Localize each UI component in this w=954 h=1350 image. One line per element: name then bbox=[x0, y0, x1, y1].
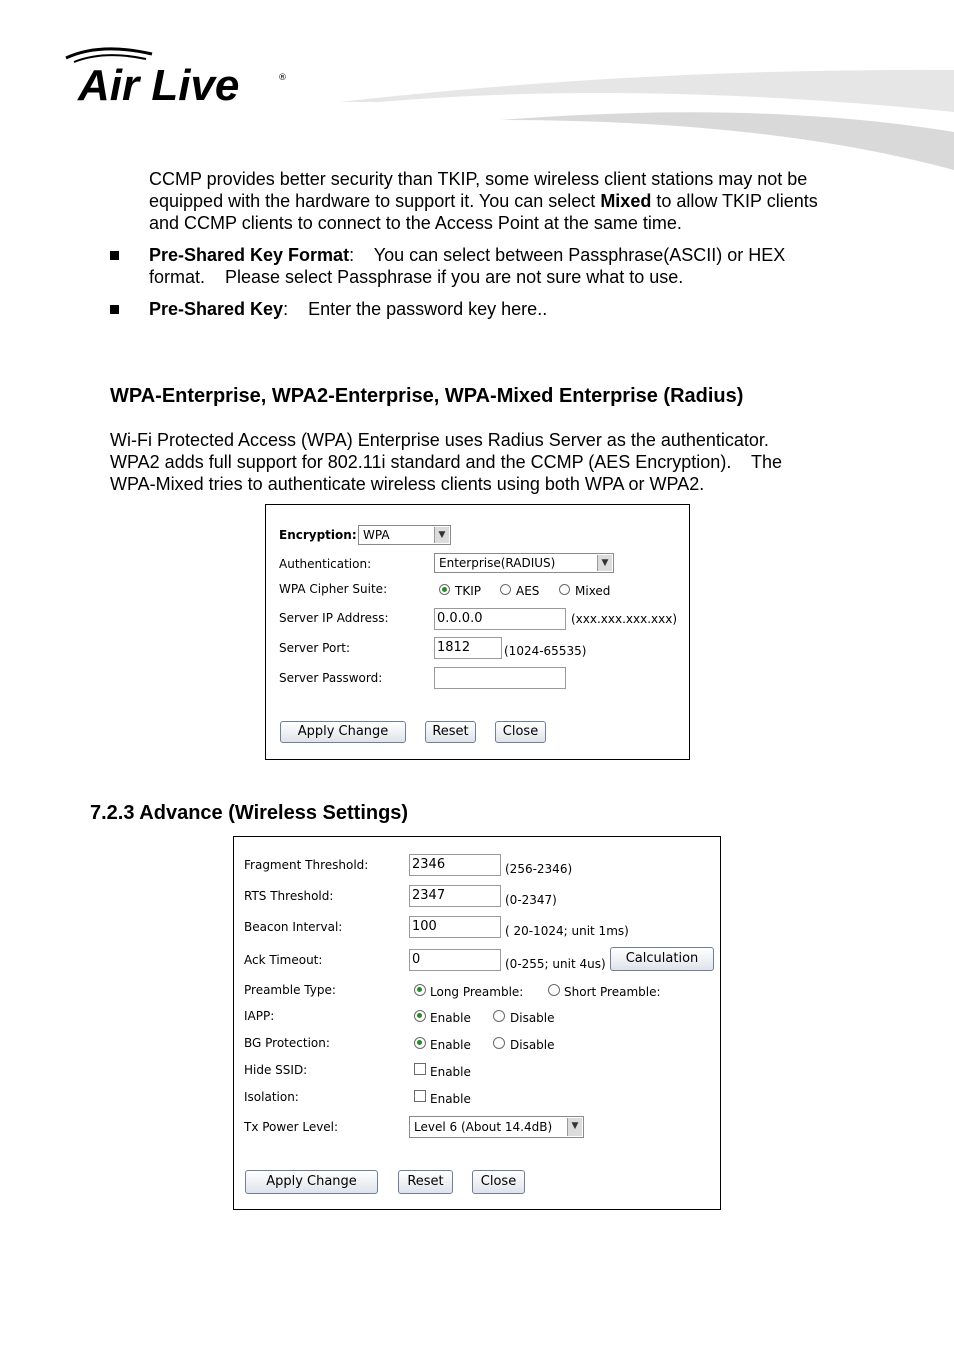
bg-disable-label: Disable bbox=[510, 1038, 555, 1052]
preamble-long-label: Long Preamble: bbox=[430, 985, 524, 999]
header-swoosh bbox=[340, 60, 954, 180]
iapp-label: IAPP: bbox=[244, 1009, 275, 1023]
section-heading-advance: 7.2.3 Advance (Wireless Settings) bbox=[90, 802, 409, 824]
logo-text: Air Live bbox=[78, 61, 240, 110]
tx-power-label: Tx Power Level: bbox=[244, 1120, 339, 1134]
cipher-suite-label: WPA Cipher Suite: bbox=[279, 582, 388, 596]
encryption-select[interactable] bbox=[358, 525, 451, 545]
ack-timeout-input[interactable]: 0 bbox=[409, 949, 501, 971]
apply-change-button[interactable]: Apply Change bbox=[280, 721, 406, 743]
bg-enable-radio[interactable] bbox=[414, 1037, 426, 1049]
preamble-type-label: Preamble Type: bbox=[244, 983, 336, 997]
bullet-psk: Pre-Shared Key: Enter the password key here.. bbox=[149, 299, 548, 319]
bullet-psk-format: Pre-Shared Key Format: You can select between Passphrase(ASCII) or HEX format. Please select Passphrase if you are not sure what to use. bbox=[149, 245, 786, 287]
bullet-square bbox=[110, 305, 119, 314]
server-ip-hint: (xxx.xxx.xxx.xxx) bbox=[571, 612, 678, 626]
cipher-aes-radio[interactable] bbox=[500, 584, 511, 595]
hide-ssid-checkbox[interactable] bbox=[414, 1063, 426, 1075]
mixed-bold: Mixed bbox=[600, 191, 652, 211]
iapp-disable-label: Disable bbox=[510, 1011, 555, 1025]
authentication-label: Authentication: bbox=[279, 557, 372, 571]
encryption-value: WPA bbox=[363, 528, 390, 542]
beacon-interval-label: Beacon Interval: bbox=[244, 920, 343, 934]
ack-timeout-hint: (0-255; unit 4us) bbox=[505, 957, 606, 971]
server-port-hint: (1024-65535) bbox=[504, 644, 587, 658]
chevron-down-icon: ▼ bbox=[434, 527, 449, 543]
close-button[interactable]: Close bbox=[495, 721, 546, 743]
server-password-label: Server Password: bbox=[279, 671, 383, 685]
preamble-short-label: Short Preamble: bbox=[564, 985, 661, 999]
authentication-value: Enterprise(RADIUS) bbox=[439, 556, 556, 570]
intro-line-3: and CCMP clients to connect to the Access Point at the same time. bbox=[149, 213, 682, 233]
server-ip-label: Server IP Address: bbox=[279, 611, 389, 625]
bg-enable-label: Enable bbox=[430, 1038, 471, 1052]
apply-change-button[interactable]: Apply Change bbox=[245, 1170, 378, 1194]
intro-line-2: equipped with the hardware to support it. You can select Mixed to allow TKIP clients bbox=[149, 191, 818, 211]
isolation-checkbox[interactable] bbox=[414, 1090, 426, 1102]
cipher-mixed-label: Mixed bbox=[575, 584, 611, 598]
preamble-short-radio[interactable] bbox=[548, 984, 560, 996]
rts-threshold-hint: (0-2347) bbox=[505, 893, 557, 907]
server-port-label: Server Port: bbox=[279, 641, 350, 655]
encryption-label: Encryption: bbox=[279, 528, 357, 542]
iapp-enable-label: Enable bbox=[430, 1011, 471, 1025]
intro-paragraph bbox=[149, 168, 889, 234]
rts-threshold-input[interactable]: 2347 bbox=[409, 885, 501, 907]
fragment-threshold-label: Fragment Threshold: bbox=[244, 858, 369, 872]
svg-text:®: ® bbox=[278, 73, 287, 83]
ack-timeout-label: Ack Timeout: bbox=[244, 953, 323, 967]
iapp-enable-radio[interactable] bbox=[414, 1010, 426, 1022]
preamble-long-radio[interactable] bbox=[414, 984, 426, 996]
tx-power-select[interactable] bbox=[409, 1116, 584, 1138]
authentication-select[interactable] bbox=[434, 553, 614, 573]
iapp-disable-radio[interactable] bbox=[493, 1010, 505, 1022]
cipher-tkip-radio[interactable] bbox=[439, 584, 450, 595]
calculation-button[interactable]: Calculation bbox=[610, 947, 714, 971]
hide-ssid-enable-label: Enable bbox=[430, 1065, 471, 1079]
chevron-down-icon: ▼ bbox=[597, 555, 612, 571]
hide-ssid-label: Hide SSID: bbox=[244, 1063, 308, 1077]
airlive-logo bbox=[60, 40, 300, 110]
server-port-input[interactable]: 1812 bbox=[434, 637, 502, 659]
cipher-tkip-label: TKIP bbox=[455, 584, 481, 598]
isolation-label: Isolation: bbox=[244, 1090, 299, 1104]
bg-disable-radio[interactable] bbox=[493, 1037, 505, 1049]
beacon-interval-hint: ( 20-1024; unit 1ms) bbox=[505, 924, 629, 938]
cipher-aes-label: AES bbox=[516, 584, 540, 598]
beacon-interval-input[interactable]: 100 bbox=[409, 916, 501, 938]
wpa-enterprise-panel bbox=[265, 504, 690, 760]
reset-button[interactable]: Reset bbox=[398, 1170, 453, 1194]
chevron-down-icon: ▼ bbox=[567, 1118, 582, 1136]
fragment-threshold-input[interactable]: 2346 bbox=[409, 854, 501, 876]
tx-power-value: Level 6 (About 14.4dB) bbox=[414, 1120, 553, 1134]
cipher-mixed-radio[interactable] bbox=[559, 584, 570, 595]
intro-line-1: CCMP provides better security than TKIP, some wireless client stations may not be bbox=[149, 169, 808, 189]
fragment-threshold-hint: (256-2346) bbox=[505, 862, 573, 876]
advanced-settings-panel bbox=[233, 836, 721, 1210]
enterprise-paragraph: Wi-Fi Protected Access (WPA) Enterprise uses Radius Server as the authenticator. WPA2 adds full support for 802.11i standard and the CCMP (AES Encryption). The WPA-Mixed tries to authenticate wireless clients using both WPA or WPA2. bbox=[110, 430, 783, 494]
server-ip-input[interactable]: 0.0.0.0 bbox=[434, 608, 566, 630]
bg-protection-label: BG Protection: bbox=[244, 1036, 330, 1050]
bullet-square bbox=[110, 251, 119, 260]
reset-button[interactable]: Reset bbox=[425, 721, 476, 743]
section-heading-enterprise: WPA-Enterprise, WPA2-Enterprise, WPA-Mixed Enterprise (Radius) bbox=[110, 385, 744, 407]
rts-threshold-label: RTS Threshold: bbox=[244, 889, 334, 903]
server-password-input[interactable] bbox=[434, 667, 566, 689]
close-button[interactable]: Close bbox=[472, 1170, 525, 1194]
isolation-enable-label: Enable bbox=[430, 1092, 471, 1106]
